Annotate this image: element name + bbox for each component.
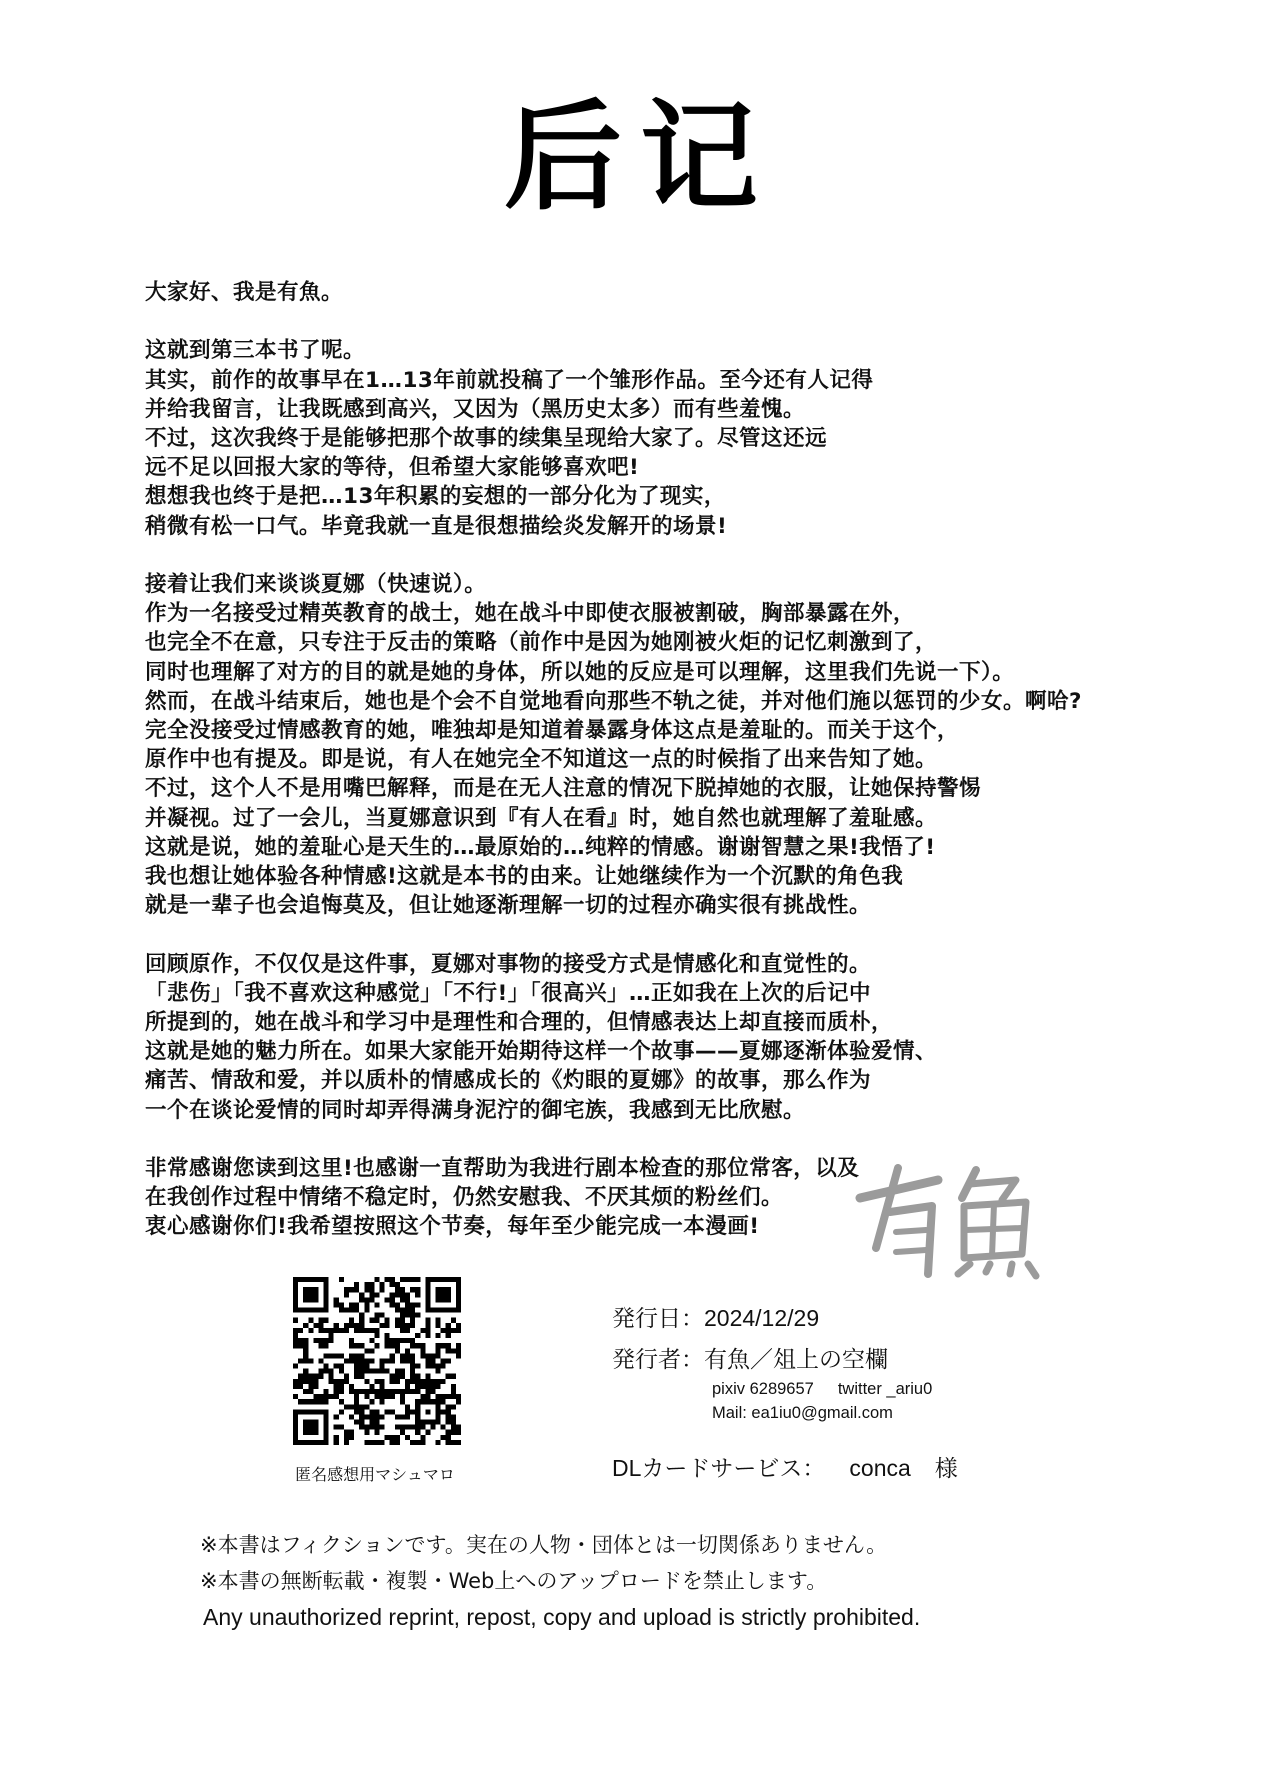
text-line: 我也想让她体验各种情感!这就是本书的由来。让她继续作为一个沉默的角色我	[145, 864, 904, 890]
dl-value: conca	[849, 1455, 911, 1481]
paragraph	[145, 950, 1195, 1125]
issue-date-value: 2024/12/29	[704, 1305, 820, 1331]
issue-date	[612, 1300, 819, 1333]
text-line: 衷心感谢你们!我希望按照这个节奏，每年至少能完成一本漫画!	[145, 1214, 760, 1240]
text-line: 稍微有松一口气。毕竟我就一直是很想描绘炎发解开的场景!	[145, 513, 728, 539]
publisher-label: 発行者：	[612, 1346, 704, 1372]
text-line: 痛苦、情敌和爱，并以质朴的情感成长的《灼眼的夏娜》的故事，那么作为	[145, 1068, 872, 1094]
text-line: 并凝视。过了一会儿，当夏娜意识到『有人在看』时，她自然也就理解了羞耻感。	[145, 805, 938, 831]
text-line: 完全没接受过情感教育的她，唯独却是知道着暴露身体这点是羞耻的。而关于这个，	[145, 718, 960, 744]
social-accounts	[712, 1380, 932, 1399]
dl-card-service	[612, 1450, 958, 1483]
twitter-id: twitter _ariu0	[837, 1380, 933, 1398]
paragraph	[145, 336, 1195, 540]
text-line: 回顾原作，不仅仅是这件事，夏娜对事物的接受方式是情感化和直觉性的。	[145, 951, 872, 977]
text-line: 在我创作过程中情绪不稳定时，仍然安慰我、不厌其烦的粉丝们。	[145, 1185, 784, 1211]
text-line: 就是一辈子也会追悔莫及，但让她逐渐理解一切的过程亦确实很有挑战性。	[145, 893, 872, 919]
text-line: 并给我留言，让我既感到高兴，又因为（黑历史太多）而有些羞愧。	[145, 396, 806, 422]
text-line: 这就是说，她的羞耻心是天生的…最原始的…纯粹的情感。谢谢智慧之果!我悟了!	[145, 834, 936, 860]
issue-date-label: 発行日：	[612, 1305, 704, 1331]
paragraph	[145, 570, 1195, 920]
text-line: 非常感谢您读到这里!也感谢一直帮助为我进行剧本检查的那位常客，以及	[145, 1156, 860, 1182]
dl-suffix: 様	[934, 1455, 958, 1481]
signature-logo	[840, 1150, 1080, 1290]
paragraph	[145, 278, 1195, 307]
dl-label: DLカードサービス：	[612, 1455, 826, 1481]
publisher	[612, 1341, 888, 1374]
afterword-body	[145, 278, 1195, 1271]
reprint-notice-jp: ※本書の無断転載・複製・Web上へのアップロードを禁止します。	[200, 1569, 828, 1593]
text-line: 同时也理解了对方的目的就是她的身体，所以她的反应是可以理解，这里我们先说一下）。	[145, 659, 1015, 685]
text-line: 远不足以回报大家的等待，但希望大家能够喜欢吧!	[145, 455, 640, 481]
text-line: 这就到第三本书了呢。	[145, 338, 366, 364]
text-line: 其实，前作的故事早在1…13年前就投稿了一个雏形作品。至今还有人记得	[145, 367, 874, 393]
text-line: 一个在谈论爱情的同时却弄得满身泥泞的御宅族，我感到无比欣慰。	[145, 1097, 806, 1123]
text-line: 不过，这个人不是用嘴巴解释，而是在无人注意的情况下脱掉她的衣服，让她保持警惕	[145, 776, 982, 802]
text-line: 原作中也有提及。即是说，有人在她完全不知道这一点的时候指了出来告知了她。	[145, 747, 938, 773]
text-line: 想想我也终于是把…13年积累的妄想的一部分化为了现实，	[145, 484, 726, 510]
qr-code[interactable]	[293, 1277, 461, 1445]
text-line: 所提到的，她在战斗和学习中是理性和合理的，但情感表达上却直接而质朴，	[145, 1010, 894, 1036]
text-line: 这就是她的魅力所在。如果大家能开始期待这样一个故事——夏娜逐渐体验爱情、	[145, 1039, 938, 1065]
text-line: 不过，这次我终于是能够把那个故事的续集呈现给大家了。尽管这还远	[145, 426, 828, 451]
mail-address: Mail: ea1iu0@gmail.com	[712, 1404, 893, 1422]
text-line: 大家好、我是有魚。	[145, 280, 344, 305]
page-title: 后记	[503, 87, 776, 226]
fiction-notice: ※本書はフィクションです。実在の人物・団体とは一切関係ありません。	[200, 1533, 888, 1557]
text-line: 也完全不在意，只专注于反击的策略（前作中是因为她刚被火炬的记忆刺激到了，	[145, 630, 938, 656]
legal-notes	[200, 1527, 920, 1635]
reprint-notice-en: Any unauthorized reprint, repost, copy and upload is strictly prohibited.	[203, 1604, 921, 1630]
qr-caption: 匿名感想用マシュマロ	[295, 1465, 455, 1484]
text-line: 作为一名接受过精英教育的战士，她在战斗中即使衣服被割破，胸部暴露在外，	[145, 601, 916, 627]
pixiv-id: pixiv 6289657	[712, 1380, 814, 1398]
text-line: 然而，在战斗结束后，她也是个会不自觉地看向那些不轨之徒，并对他们施以惩罚的少女。啊哈?	[145, 688, 1082, 714]
text-line: 「悲伤」「我不喜欢这种感觉」「不行!」「很高兴」…正如我在上次的后记中	[145, 980, 872, 1006]
publisher-value: 有魚／俎上の空欄	[704, 1346, 888, 1372]
text-line: 接着让我们来谈谈夏娜（快速说）。	[145, 572, 487, 597]
